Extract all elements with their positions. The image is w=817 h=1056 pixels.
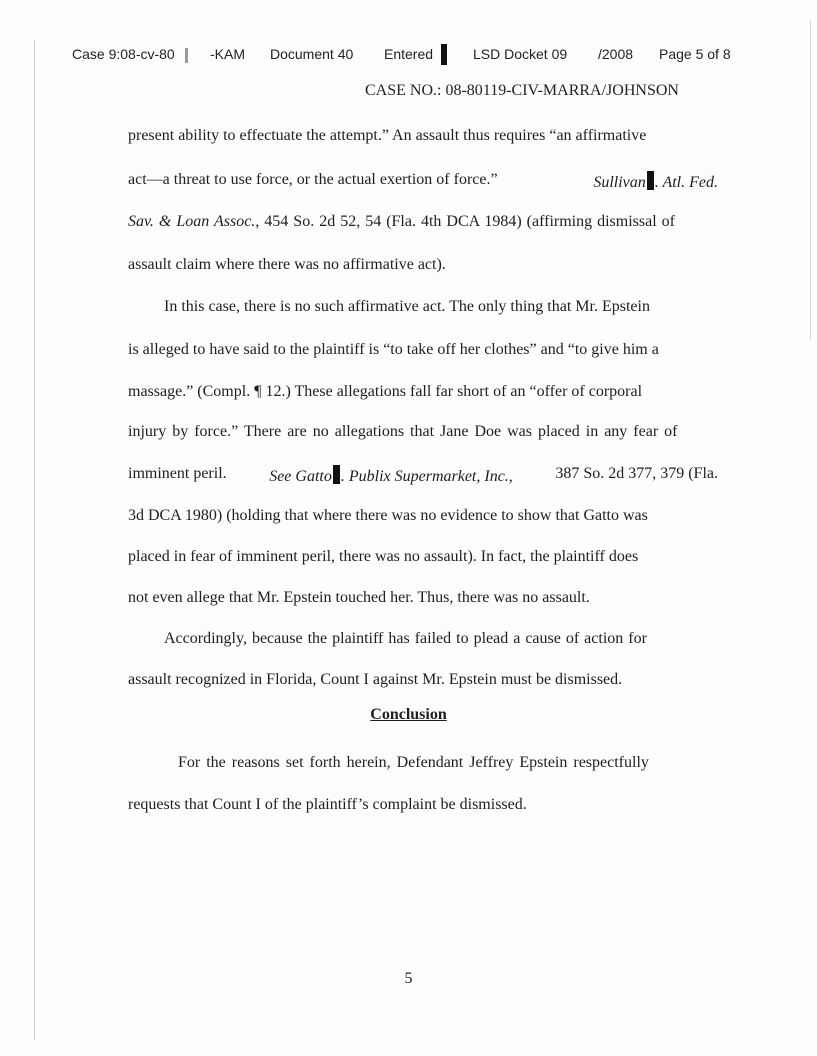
text-line [128, 589, 590, 607]
text-line [164, 298, 650, 316]
text-line [128, 671, 622, 689]
p2-line4: injury by force.” There are no allegations that Jane Doe was placed in any fear of [128, 423, 678, 440]
header-entered: Entered [384, 46, 434, 62]
text-line [128, 796, 527, 814]
scan-edge-left [34, 40, 35, 1040]
text-line [128, 127, 718, 145]
p4-line1: For the reasons set forth herein, Defendant Jeffrey Epstein respectfully [178, 754, 649, 771]
text-line [128, 383, 642, 401]
text-line [128, 171, 718, 192]
citation-redaction [333, 465, 340, 484]
p2-line3: massage.” (Compl. ¶ 12.) These allegations fall far short of an “offer of corporal [128, 383, 643, 400]
p3-line2: assault recognized in Florida, Count I against Mr. Epstein must be dismissed. [128, 671, 623, 688]
header-redaction [185, 48, 188, 63]
header-redaction [441, 44, 447, 65]
citation: See Gatto . Publix Supermarket, Inc., [269, 465, 513, 486]
p2-line5-rest: 387 So. 2d 377, 379 (Fla. [555, 465, 718, 482]
scan-edge-right [810, 20, 811, 340]
p1-line3-rest: , 454 So. 2d 52, 54 (Fla. 4th DCA 1984) (affirming dismissal of [255, 213, 675, 230]
p2-line1: In this case, there is no such affirmative act. The only thing that Mr. Epstein [164, 298, 650, 315]
p2-line2: is alleged to have said to the plaintiff is “to take off her clothes” and “to give him a [128, 341, 659, 358]
header-date: /2008 [598, 46, 634, 62]
page-number: 5 [404, 970, 413, 987]
citation: Sullivan . Atl. Fed. [593, 171, 718, 192]
text-line [128, 213, 718, 231]
p2-line5-pre: imminent peril. [128, 465, 227, 482]
text-line [128, 423, 718, 441]
p2-line7: placed in fear of imminent peril, there was no assault). In fact, the plaintiff does [128, 548, 639, 565]
p1-line1: present ability to effectuate the attempt.” An assault thus requires “an affirmative [128, 127, 647, 144]
header-kam: -KAM [210, 46, 245, 62]
p1-line4: assault claim where there was no affirmative act). [128, 256, 446, 273]
p3-line1: Accordingly, because the plaintiff has failed to plead a cause of action for [164, 630, 647, 647]
text-line [128, 256, 446, 274]
text-line [178, 754, 649, 772]
header-page: Page 5 of 8 [659, 46, 731, 62]
text-line [128, 507, 648, 525]
header-document: Document 40 [270, 46, 354, 62]
header-case: Case 9:08-cv-80 [72, 46, 175, 62]
text-line [164, 630, 647, 648]
text-line [128, 465, 718, 486]
citation-redaction [647, 171, 654, 190]
text-line [128, 341, 659, 359]
p2-line8: not even allege that Mr. Epstein touched her. Thus, there was no assault. [128, 589, 590, 606]
p1-line3-cite: Sav. & Loan Assoc. [128, 213, 256, 230]
p1-line2-pre: act—a threat to use force, or the actual exertion of force.” [128, 171, 498, 188]
ecf-header [72, 46, 772, 68]
p4-line2: requests that Count I of the plaintiff’s complaint be dismissed. [128, 796, 527, 813]
header-docket: LSD Docket 09 [473, 46, 568, 62]
case-number: CASE NO.: 08-80119-CIV-MARRA/JOHNSON [365, 82, 679, 99]
p2-line6: 3d DCA 1980) (holding that where there was no evidence to show that Gatto was [128, 507, 648, 524]
text-line [128, 548, 638, 566]
conclusion-heading: Conclusion [370, 706, 447, 723]
